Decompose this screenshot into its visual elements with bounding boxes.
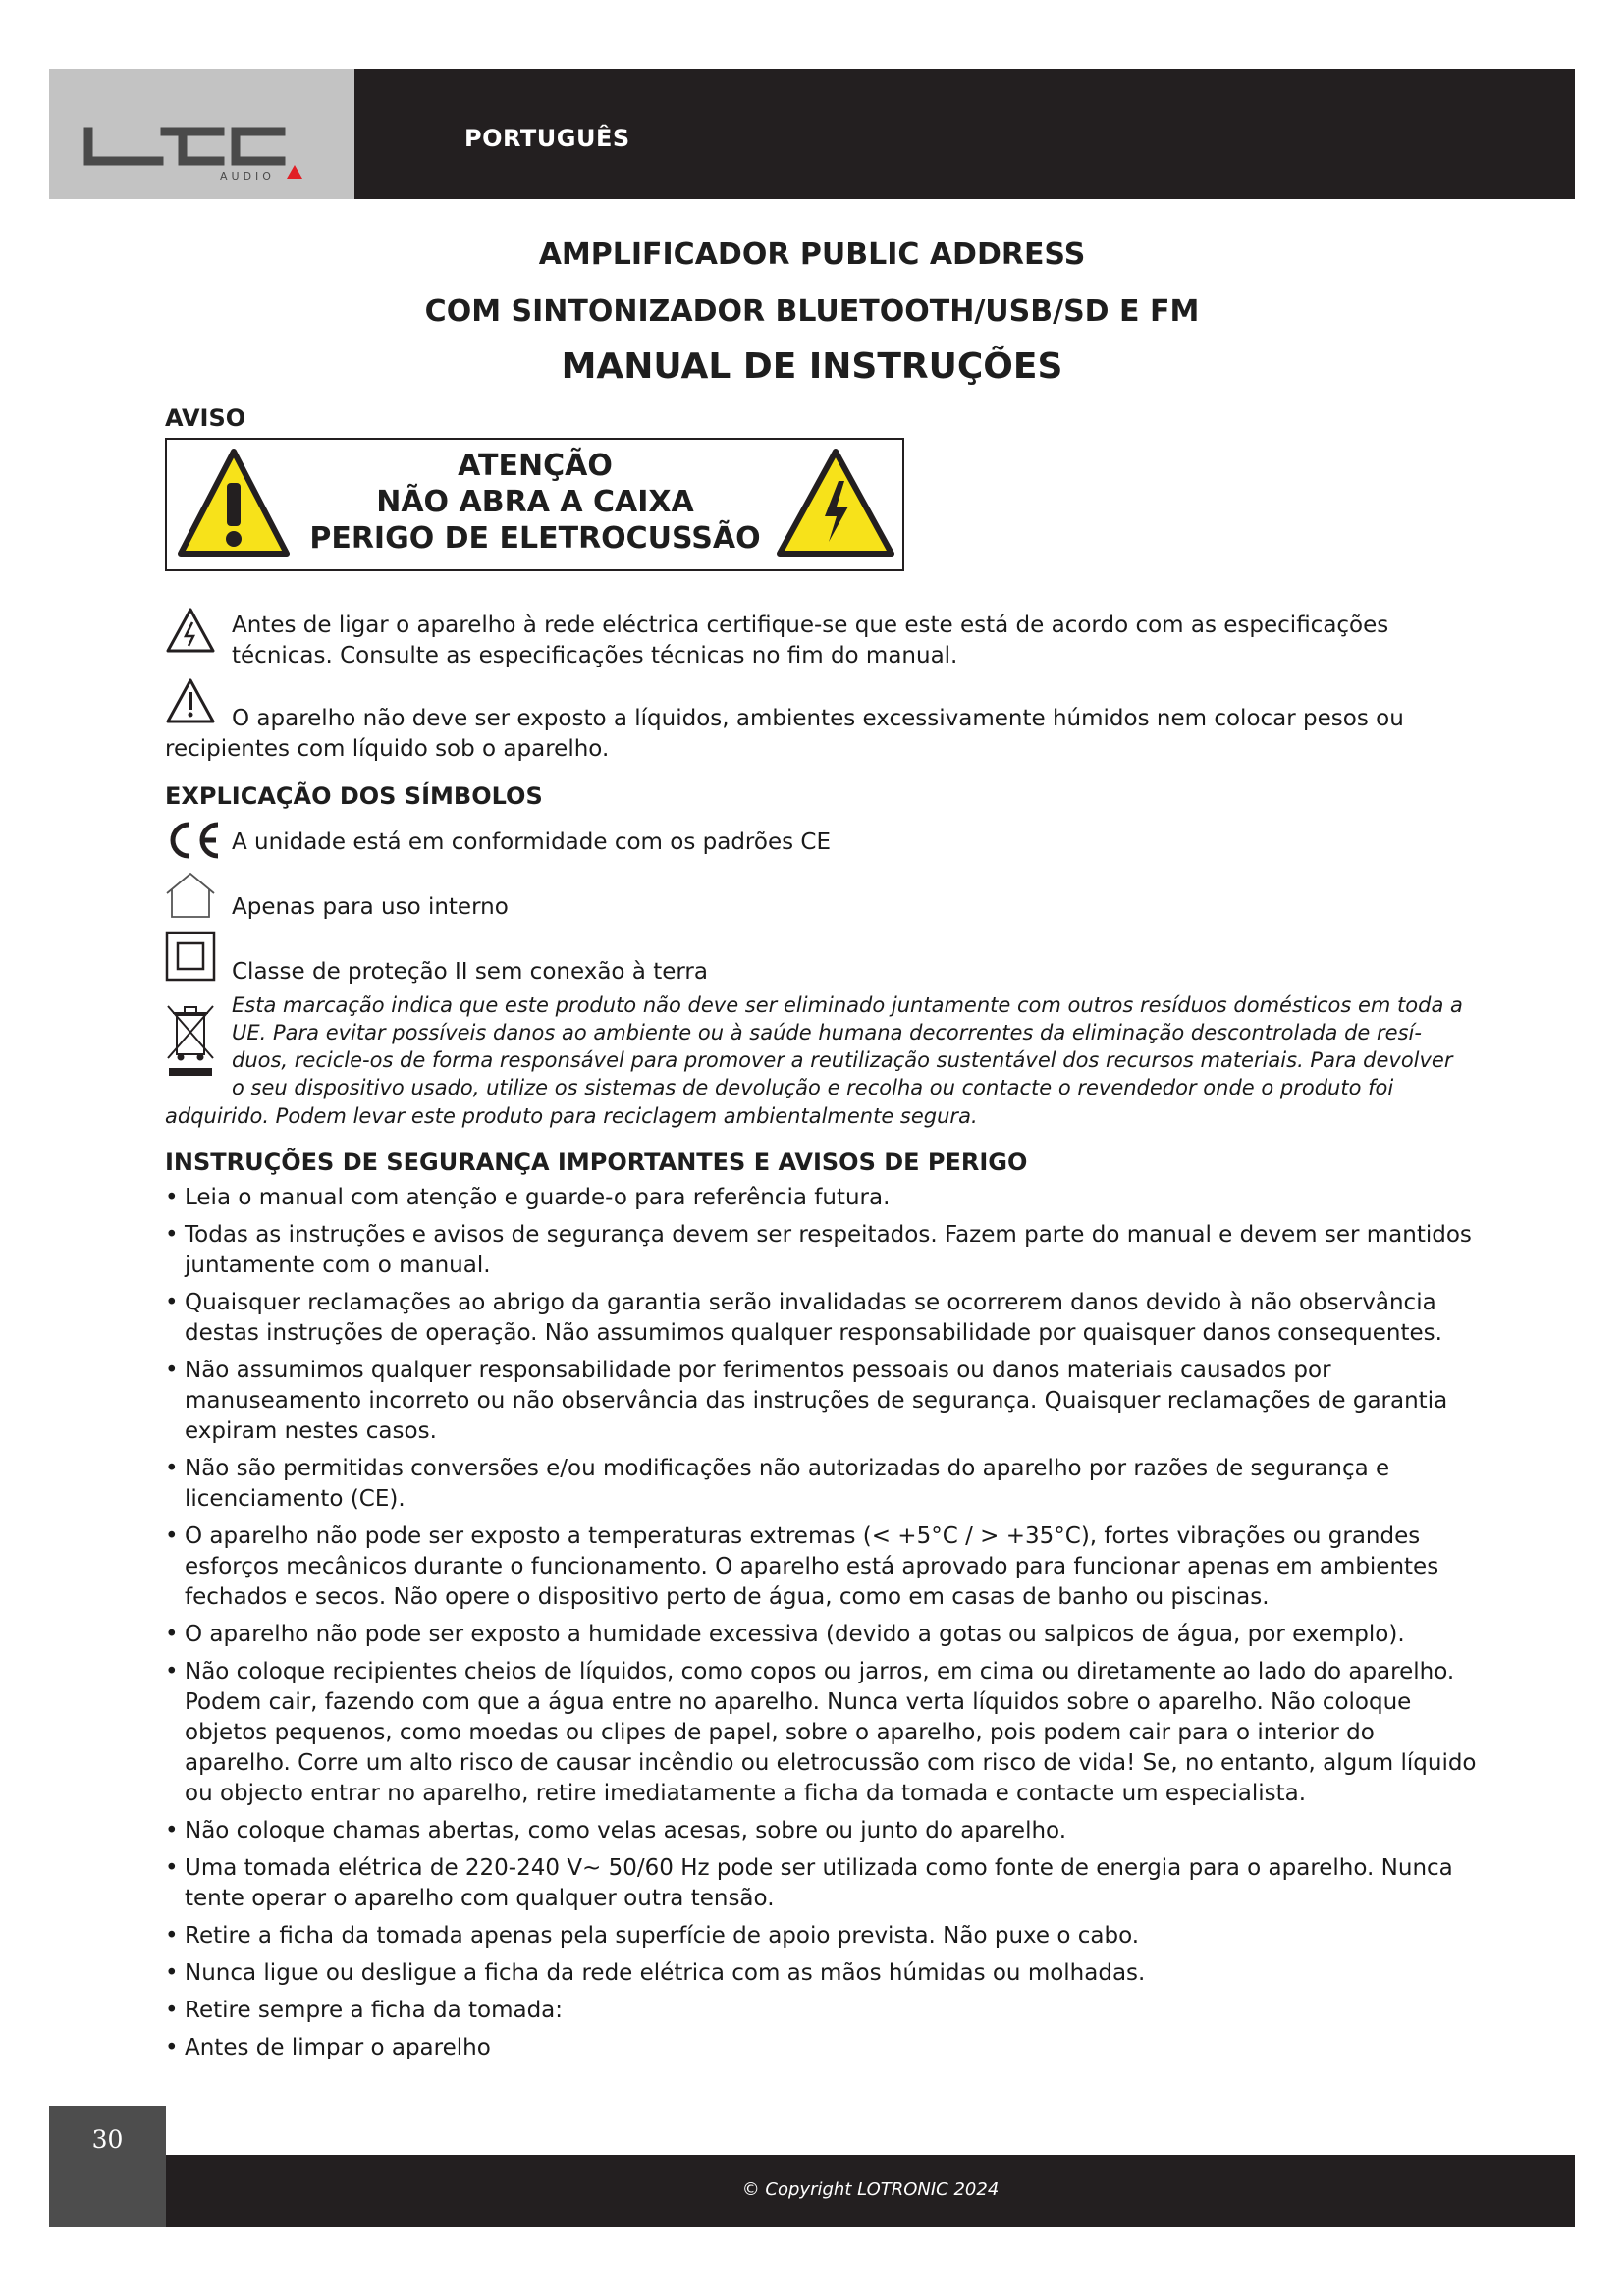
title-line-2: COM SINTONIZADOR BLUETOOTH/USB/SD E FM <box>424 294 1200 329</box>
list-item: • Não coloque chamas abertas, como velas acesas, sobre ou junto do aparelho. <box>165 1816 1481 1846</box>
list-item: • Uma tomada elétrica de 220-240 V~ 50/60 Hz pode ser utilizada como fonte de energia para o aparelho. Nunca tente operar o aparelho com qualquer outra tensão. <box>165 1853 1481 1914</box>
weee-bin-icon <box>165 1001 216 1080</box>
language-bar <box>354 69 1575 199</box>
list-item: • Não coloque recipientes cheios de líquidos, como copos ou jarros, em cima ou diretamente ao lado do aparelho. Podem cair, fazendo com que a água entre no aparelho. Nunca verta líquidos sobre o aparelho. Não coloque objetos pequenos, como moedas ou clipes de papel, sobre o aparelho, pois podem cair para o interior do aparelho. Corre um alto risco de causar incêndio ou eletrocussão com risco de vida! Se, no entanto, algum líquido ou objecto entrar no aparelho, retire imediatamente a ficha da tomada e contacte um especialista. <box>165 1657 1481 1809</box>
list-item: • Nunca ligue ou desligue a ficha da rede elétrica com as mãos húmidas ou molhadas. <box>165 1958 1481 1989</box>
weee-text-line-3: duos, recicle-os de forma responsável para promover a reutilização sustentável dos recursos materiais. Para devolver <box>232 1048 1453 1072</box>
warning-line-1: ATENÇÃO <box>458 449 613 483</box>
list-item: • Retire sempre a ficha da tomada: <box>165 1996 1481 2026</box>
symbols-heading: EXPLICAÇÃO DOS SÍMBOLOS <box>165 782 543 810</box>
weee-text-line-5: adquirido. Podem levar este produto para reciclagem ambientalmente segura. <box>165 1104 978 1128</box>
brand-logo <box>49 69 354 199</box>
list-item: • Retire a ficha da tomada apenas pela superfície de apoio prevista. Não puxe o cabo. <box>165 1921 1481 1951</box>
footer-bar <box>166 2155 1575 2227</box>
class-ii-description: Classe de proteção II sem conexão à terra <box>232 959 708 985</box>
ce-description: A unidade está em conformidade com os padrões CE <box>232 829 831 855</box>
indoor-description: Apenas para uso interno <box>232 894 509 920</box>
ce-mark-icon <box>163 819 222 862</box>
electric-shock-warning-icon <box>774 446 897 563</box>
list-item: • Quaisquer reclamações ao abrigo da garantia serão invalidadas se ocorrerem danos devido à não observância destas instruções de operação. Não assumimos qualquer responsabilidade por quaisquer danos consequentes. <box>165 1288 1481 1349</box>
list-item: • Antes de limpar o aparelho <box>165 2033 1481 2063</box>
weee-text-line-4: o seu dispositivo usado, utilize os sistemas de devolução e recolha ou contacte o revendedor onde o produto foi <box>232 1076 1394 1099</box>
svg-text:AUDIO: AUDIO <box>220 170 275 183</box>
list-item: • Não são permitidas conversões e/ou modificações não autorizadas do aparelho por razões de segurança e licenciamento (CE). <box>165 1454 1481 1515</box>
copyright: © Copyright LOTRONIC 2024 <box>741 2179 1000 2200</box>
list-item: • O aparelho não pode ser exposto a humidade excessiva (devido a gotas ou salpicos de água, por exemplo). <box>165 1620 1481 1650</box>
page-number: 30 <box>91 2125 124 2154</box>
manual-title: MANUAL DE INSTRUÇÕES <box>561 347 1063 387</box>
weee-text-line-1: Esta marcação indica que este produto não deve ser eliminado juntamente com outros resíduos domésticos em toda a <box>232 993 1463 1017</box>
class-ii-insulation-icon <box>165 931 216 982</box>
note-2-line-2: recipientes com líquido sob o aparelho. <box>165 736 610 762</box>
safety-heading: INSTRUÇÕES DE SEGURANÇA IMPORTANTES E AVISOS DE PERIGO <box>165 1148 1028 1176</box>
ltc-logo-icon <box>49 69 354 199</box>
warning-box <box>165 438 904 571</box>
page-number-box <box>49 2106 166 2227</box>
warning-line-3: PERIGO DE ELETROCUSSÃO <box>309 521 761 556</box>
indoor-use-house-icon <box>163 870 218 919</box>
note-1-line-2: técnicas. Consulte as especificações técnicas no fim do manual. <box>232 643 958 668</box>
weee-text-line-2: UE. Para evitar possíveis danos ao ambiente ou à saúde humana decorrentes da eliminação descontrolada de resí- <box>232 1021 1422 1044</box>
title-line-1: AMPLIFICADOR PUBLIC ADDRESS <box>538 238 1086 272</box>
note-1-line-1: Antes de ligar o aparelho à rede eléctrica certifique-se que este está de acordo com as especificações <box>232 613 1389 638</box>
caution-icon <box>165 677 216 724</box>
note-2-line-1: O aparelho não deve ser exposto a líquidos, ambientes excessivamente húmidos nem colocar pesos ou <box>232 706 1404 731</box>
language-label: PORTUGUÊS <box>464 125 630 152</box>
list-item: • Todas as instruções e avisos de segurança devem ser respeitados. Fazem parte do manual e devem ser mantidos juntamente com o manual. <box>165 1220 1481 1281</box>
exclamation-warning-icon <box>175 446 293 563</box>
warning-line-2: NÃO ABRA A CAIXA <box>376 485 694 519</box>
page-header <box>49 69 1575 199</box>
list-item: • Não assumimos qualquer responsabilidade por ferimentos pessoais ou danos materiais causados por manuseamento incorreto ou não observância das instruções de segurança. Quaisquer reclamações de garantia expiram nestes casos. <box>165 1356 1481 1447</box>
warning-heading: AVISO <box>165 404 246 432</box>
electric-caution-icon <box>165 607 216 654</box>
safety-list <box>165 1183 1481 2070</box>
list-item: • Leia o manual com atenção e guarde-o para referência futura. <box>165 1183 1481 1213</box>
list-item: • O aparelho não pode ser exposto a temperaturas extremas (< +5°C / > +35°C), fortes vibrações ou grandes esforços mecânicos durante o funcionamento. O aparelho está aprovado para funcionar apenas em ambientes fechados e secos. Não opere o dispositivo perto de água, como em casas de banho ou piscinas. <box>165 1522 1481 1613</box>
